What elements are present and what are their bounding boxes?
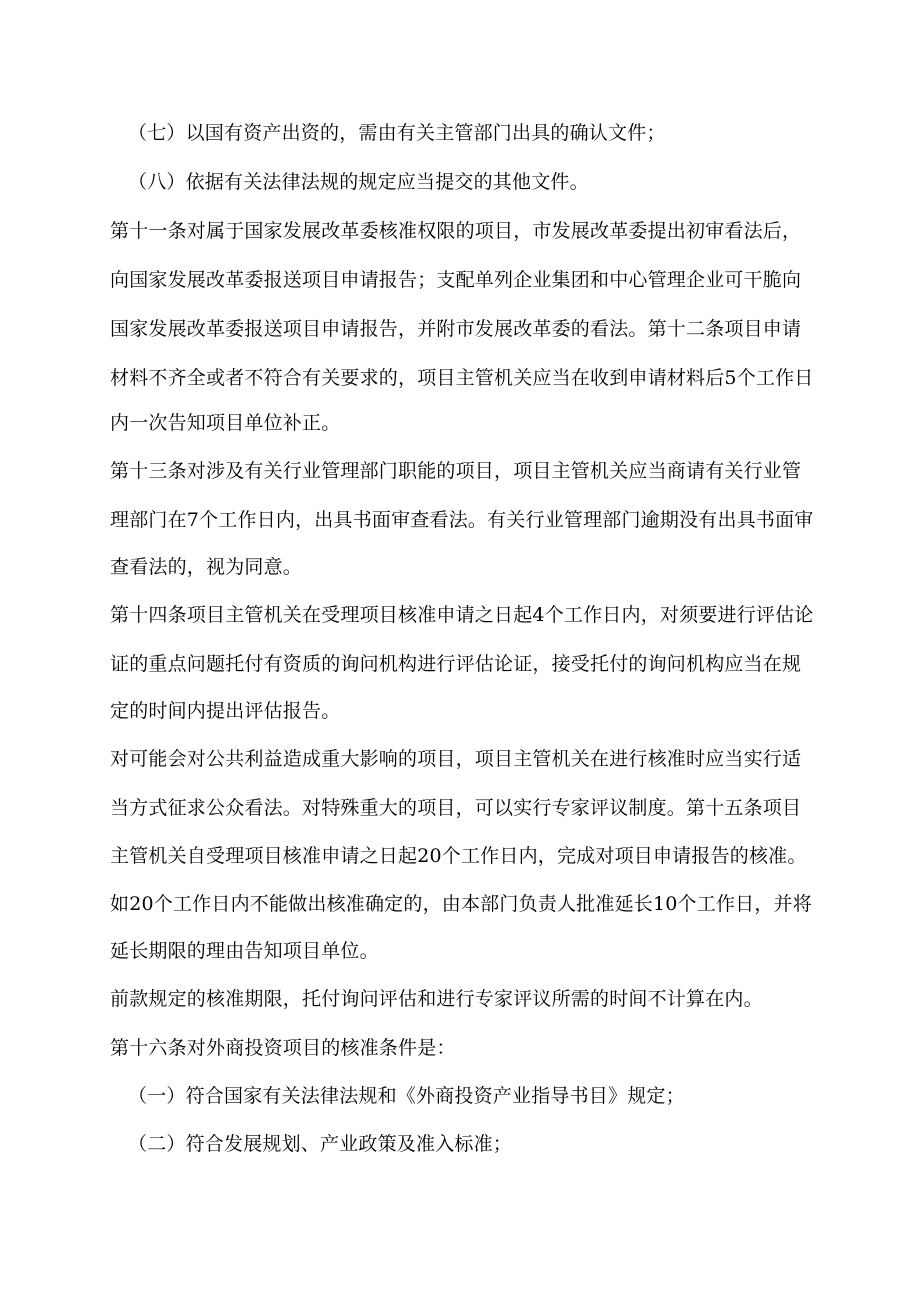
condition-item-1: （一）符合国家有关法律法规和《外商投资产业指导书目》规定； bbox=[128, 1085, 685, 1107]
article-15-line-3: 延长期限的理由告知项目单位。 bbox=[110, 940, 379, 962]
article-15-line-1: 主管机关自受理项目核准申请之日起20个工作日内，完成对项目申请报告的核准。 bbox=[110, 845, 807, 867]
article-11-line-1: 第十一条对属于国家发展改革委核准权限的项目，市发展改革委提出初审看法后， bbox=[110, 220, 802, 242]
approval-period-note: 前款规定的核准期限，托付询问评估和进行专家评议所需的时间不计算在内。 bbox=[110, 988, 763, 1010]
public-opinion-line-1: 对可能会对公共利益造成重大影响的项目，项目主管机关在进行核准时应当实行适 bbox=[110, 748, 802, 770]
article-11-line-2: 向国家发展改革委报送项目申请报告；支配单列企业集团和中心管理企业可干脆向 bbox=[110, 269, 802, 291]
article-15-line-2: 如20个工作日内不能做出核准确定的，由本部门负责人批准延长10个工作日，并将 bbox=[110, 893, 812, 915]
paragraph-line-1: （七）以国有资产出资的，需由有关主管部门出具的确认文件； bbox=[128, 122, 666, 144]
public-opinion-line-2: 当方式征求公众看法。对特殊重大的项目，可以实行专家评议制度。第十五条项目 bbox=[110, 797, 802, 819]
article-14-line-2: 证的重点问题托付有资质的询问机构进行评估论证，接受托付的询问机构应当在规 bbox=[110, 653, 802, 675]
article-13-line-1: 第十三条对涉及有关行业管理部门职能的项目，项目主管机关应当商请有关行业管 bbox=[110, 460, 802, 482]
article-14-line-1: 第十四条项目主管机关在受理项目核准申请之日起4个工作日内，对须要进行评估论 bbox=[110, 604, 814, 626]
paragraph-line-2: （八）依据有关法律法规的规定应当提交的其他文件。 bbox=[128, 171, 589, 193]
article-16-heading: 第十六条对外商投资项目的核准条件是： bbox=[110, 1037, 456, 1059]
article-12-line-1: 材料不齐全或者不符合有关要求的，项目主管机关应当在收到申请材料后5个工作日 bbox=[110, 367, 814, 389]
article-11-line-3: 国家发展改革委报送项目申请报告，并附市发展改革委的看法。第十二条项目申请 bbox=[110, 318, 802, 340]
article-12-line-2: 内一次告知项目单位补正。 bbox=[110, 412, 341, 434]
article-13-line-2: 理部门在7个工作日内，出具书面审查看法。有关行业管理部门逾期没有出具书面审 bbox=[110, 509, 814, 531]
condition-item-2: （二）符合发展规划、产业政策及准入标准； bbox=[128, 1133, 513, 1155]
article-14-line-3: 定的时间内提出评估报告。 bbox=[110, 700, 341, 722]
article-13-line-3: 查看法的，视为同意。 bbox=[110, 556, 303, 578]
